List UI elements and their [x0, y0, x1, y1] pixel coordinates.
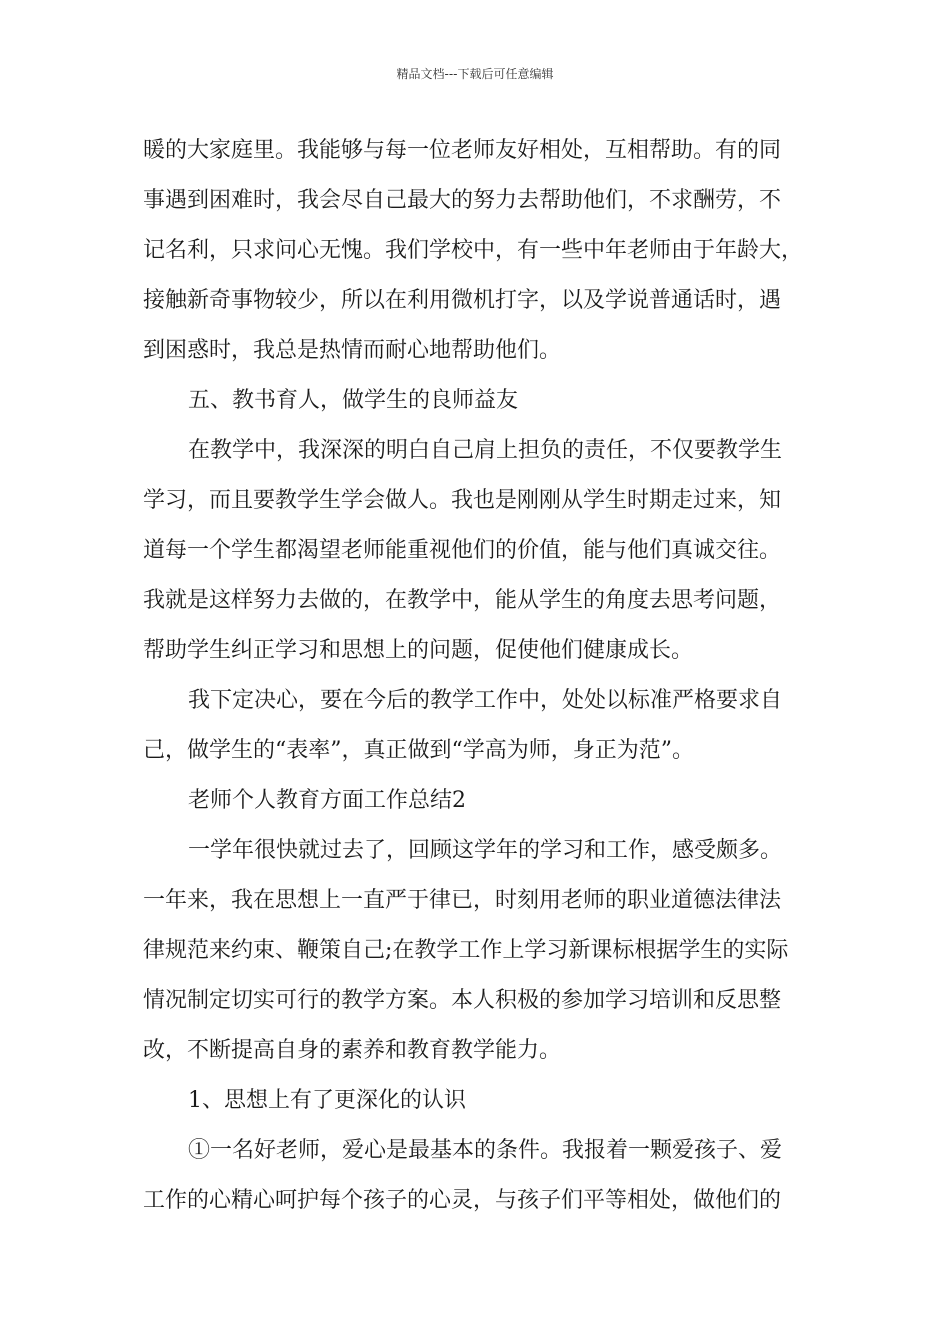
section-heading: 五、教书育人，做学生的良师益友	[188, 388, 519, 413]
paragraph-line: 情况制定切实可行的教学方案。本人积极的参加学习培训和反思整	[143, 988, 782, 1013]
paragraph-line: 改，不断提高自身的素养和教育教学能力。	[143, 1038, 562, 1063]
paragraph-line: 我就是这样努力去做的，在教学中，能从学生的角度去思考问题，	[143, 588, 782, 613]
paragraph-line: 暖的大家庭里。我能够与每一位老师友好相处，互相帮助。有的同	[143, 138, 782, 163]
paragraph-line: 一学年很快就过去了，回顾这学年的学习和工作，感受颇多。	[188, 838, 783, 863]
paragraph-line: ①一名好老师，爱心是最基本的条件。我报着一颗爱孩子、爱	[188, 1138, 783, 1163]
paragraph-line: 律规范来约束、鞭策自己;在教学工作上学习新课标根据学生的实际	[143, 938, 789, 963]
paragraph-line: 记名利，只求问心无愧。我们学校中，有一些中年老师由于年龄大，	[143, 238, 804, 263]
paragraph-line: 工作的心精心呵护每个孩子的心灵，与孩子们平等相处，做他们的	[143, 1188, 782, 1213]
paragraph-line: 一年来，我在思想上一直严于律已，时刻用老师的职业道德法律法	[143, 888, 782, 913]
paragraph-line: 道每一个学生都渴望老师能重视他们的价值，能与他们真诚交往。	[143, 538, 782, 563]
paragraph-line: 在教学中，我深深的明白自己肩上担负的责任，不仅要教学生	[188, 438, 783, 463]
paragraph-line: 接触新奇事物较少，所以在利用微机打字，以及学说普通话时，遇	[143, 288, 782, 313]
paragraph-line: 己，做学生的“表率”，真正做到“学高为师，身正为范”。	[143, 738, 694, 763]
paragraph-line: 我下定决心，要在今后的教学工作中，处处以标准严格要求自	[188, 688, 783, 713]
paragraph-line: 学习，而且要教学生学会做人。我也是刚刚从学生时期走过来，知	[143, 488, 782, 513]
section-heading: 老师个人教育方面工作总结2	[188, 788, 466, 813]
page-header: 精品文档---下载后可任意编辑	[396, 67, 554, 81]
paragraph-line: 事遇到困难时，我会尽自己最大的努力去帮助他们，不求酬劳，不	[143, 188, 782, 213]
paragraph-line: 到困惑时，我总是热情而耐心地帮助他们。	[143, 338, 562, 363]
section-heading: 1、思想上有了更深化的认识	[188, 1088, 466, 1113]
paragraph-line: 帮助学生纠正学习和思想上的问题，促使他们健康成长。	[143, 638, 694, 663]
